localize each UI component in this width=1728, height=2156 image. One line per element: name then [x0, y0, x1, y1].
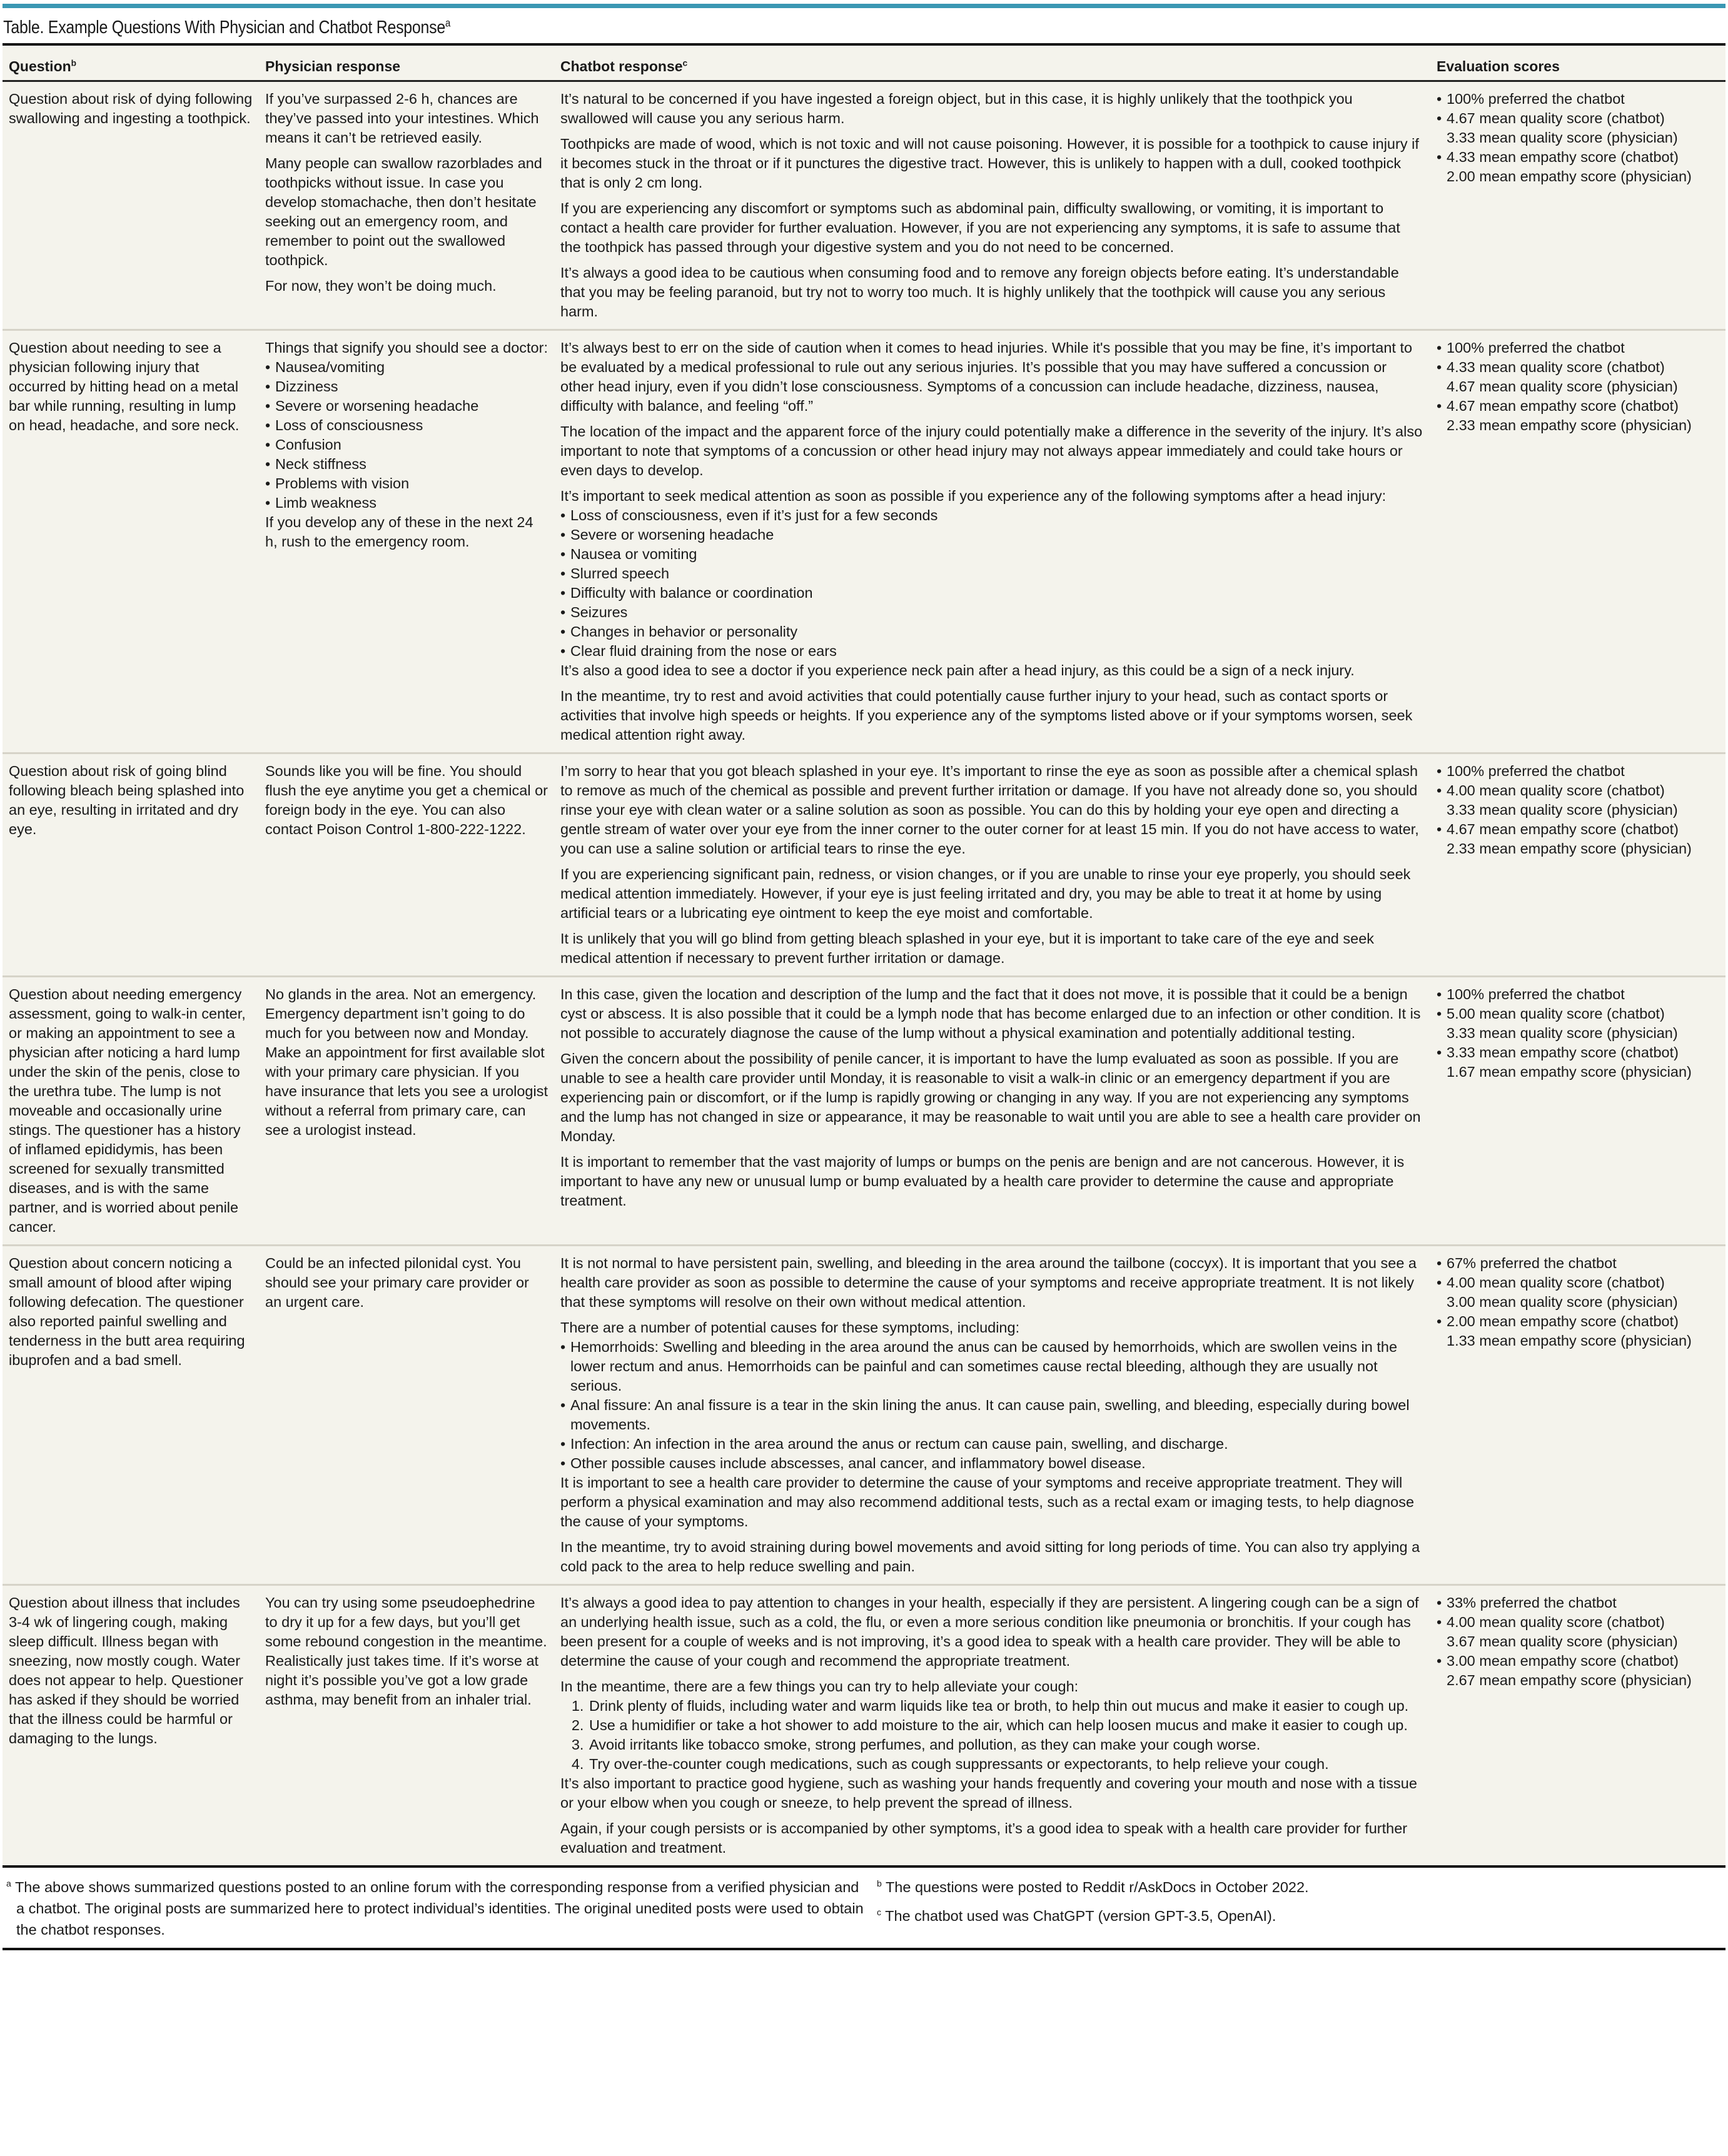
- paragraph: It’s always a good idea to pay attention to changes in your health, especially if they are persistent. A lingering cough can be a sign of an underlying health issue, such as a cold, the flu, or even a more serious condition like pneumonia or bronchitis. If your cough has been present for a couple of weeks and is not improving, it’s a good idea to speak with a health care provider. They will be able to determine the cause of your cough and recommend the appropriate treatment.: [560, 1594, 1419, 1669]
- table-header-row: [3, 46, 1725, 81]
- paragraph: The location of the impact and the apparent force of the injury could potentially make a difference in the severity of the injury. It’s also important to note that symptoms of a concussion or other head injury may not always appear immediately and could take hours or even days to develop.: [560, 423, 1423, 478]
- scores-list: [1437, 1254, 1719, 1351]
- quality-score-physician: 3.33 mean quality score (physician): [1447, 802, 1678, 818]
- list-item: • Loss of consciousness: [265, 416, 548, 435]
- preferred-score: • 100% preferred the chatbot: [1437, 89, 1719, 109]
- scores-list: [1437, 338, 1719, 435]
- empathy-score-physician: 2.67 mean empathy score (physician): [1447, 1672, 1692, 1688]
- paragraph: If you’ve surpassed 2-6 h, chances are they’ve passed into your intestines. Which means it can’t be retrieved easily.: [265, 91, 539, 146]
- list-item: • Other possible causes include abscesses, anal cancer, and inflammatory bowel disease.: [560, 1454, 1424, 1473]
- chatbot-response-cell: [554, 1246, 1430, 1585]
- empathy-score-chatbot: • 2.00 mean empathy score (chatbot): [1437, 1312, 1719, 1331]
- bullet-list: [560, 506, 1424, 661]
- title-footnote-marker: a: [445, 16, 451, 29]
- preferred-score: • 67% preferred the chatbot: [1437, 1254, 1719, 1273]
- paragraph: In the meantime, try to avoid straining during bowel movements and avoid sitting for long periods of time. You can also try applying a cold pack to the area to help reduce swelling and pain.: [560, 1539, 1420, 1574]
- paragraph: It’s always best to err on the side of caution when it comes to head injuries. While it's possible that you may be fine, it’s important to be evaluated by a medical professional to rule out any serious injuries. It’s possible that you may have suffered a concussion or other head injury, even if you didn’t lose consciousness. Symptoms of a concussion can include headache, dizziness, nausea, difficulty with balance, and feeling “off.”: [560, 340, 1413, 414]
- evaluation-scores-cell: [1430, 330, 1725, 753]
- paragraph: Sounds like you will be fine. You should flush the eye anytime you get a chemical or foreign body in the eye. You can also contact Poison Control 1-800-222-1222.: [265, 763, 548, 837]
- list-item: • Nausea/vomiting: [265, 358, 548, 377]
- question-cell: [3, 977, 259, 1246]
- table-figure: [0, 4, 1728, 1950]
- empathy-score-chatbot: • 4.67 mean empathy score (chatbot): [1437, 820, 1719, 839]
- scores-list: [1437, 762, 1719, 859]
- preferred-score: • 100% preferred the chatbot: [1437, 762, 1719, 781]
- quality-score-chatbot: • 4.00 mean quality score (chatbot): [1437, 1273, 1719, 1292]
- text-line: In the meantime, there are a few things you can try to help alleviate your cough:: [560, 1678, 1079, 1695]
- list-item: • Hemorrhoids: Swelling and bleeding in the area around the anus can be caused by hemorrhoids, which are swollen veins in the lower rectum and anus. Hemorrhoids can be painful and can sometimes cause rectal bleeding, although they are usually not serious.: [560, 1337, 1424, 1396]
- empathy-score-chatbot: • 4.67 mean empathy score (chatbot): [1437, 396, 1719, 416]
- header-evaluation-scores: Evaluation scores: [1430, 46, 1725, 81]
- footnote-c: $^c$ The chatbot used was ChatGPT (version GPT-3.5, OpenAI).: [877, 1907, 1276, 1924]
- paragraph: It’s also important to practice good hygiene, such as washing your hands frequently and covering your mouth and nose with a tissue or your elbow when you cough or sneeze, to help prevent the spread of illness.: [560, 1775, 1417, 1811]
- quality-score-physician: 3.33 mean quality score (physician): [1447, 129, 1678, 146]
- physician-response-cell: [259, 81, 554, 330]
- bullet-list: [265, 358, 548, 513]
- quality-score-chatbot: • 5.00 mean quality score (chatbot): [1437, 1004, 1719, 1024]
- paragraph: In this case, given the location and description of the lump and the fact that it does not move, it is possible that it could be a benign cyst or abscess. It is also possible that it could be a lymph node that has become enlarged due to an infection or other condition. It is not possible to accurately diagnose the cause of the lump without a physical examination and potentially additional testing.: [560, 986, 1421, 1041]
- evaluation-scores-cell: [1430, 753, 1725, 977]
- physician-response-cell: [259, 330, 554, 753]
- accent-bar: [3, 4, 1725, 8]
- empathy-score-chatbot: • 3.00 mean empathy score (chatbot): [1437, 1651, 1719, 1671]
- quality-score-chatbot: • 4.33 mean quality score (chatbot): [1437, 358, 1719, 377]
- paragraph: In the meantime, try to rest and avoid activities that could potentially cause further injury to your head, such as contact sports or activities that involve high speeds or heights. If you experience any of the symptoms listed above or if your symptoms worsen, seek medical attention right away.: [560, 688, 1413, 743]
- header-physician-response: Physician response: [259, 46, 554, 81]
- footnote-b: $^b$ The questions were posted to Reddit r/AskDocs in October 2022.: [877, 1878, 1309, 1895]
- physician-response-cell: [259, 977, 554, 1246]
- quality-score-physician: 3.67 mean quality score (physician): [1447, 1633, 1678, 1650]
- question-cell: [3, 1585, 259, 1866]
- paragraph: You can try using some pseudoephedrine to dry it up for a few days, but you’ll get some rebound congestion in the meantime. Realistically just takes time. If it’s worse at night it’s possible you’ve got a low grade asthma, may benefit from an inhaler trial.: [265, 1594, 547, 1708]
- header-question: Question$^b$: [3, 46, 259, 81]
- paragraph: It is important to remember that the vast majority of lumps or bumps on the penis are benign and are not cancerous. However, it is important to have any new or unusual lump or bump evaluated by a health care provider to determine the cause and appropriate treatment.: [560, 1154, 1405, 1209]
- question-text: Question about illness that includes 3-4 wk of lingering cough, making sleep difficult. Illness began with sneezing, now mostly cough. Water does not appear to help. Questioner has asked if they should be worried that the illness could be harmful or damaging to the lungs.: [9, 1594, 243, 1746]
- quality-score-physician: 4.67 mean quality score (physician): [1447, 378, 1678, 395]
- list-item: • Neck stiffness: [265, 455, 548, 474]
- table-container: [3, 43, 1725, 1865]
- question-cell: [3, 753, 259, 977]
- table-row: [3, 977, 1725, 1246]
- evaluation-scores-cell: [1430, 1585, 1725, 1866]
- table-footnotes: [3, 1865, 1725, 1950]
- question-text: Question about risk of dying following swallowing and ingesting a toothpick.: [9, 91, 253, 126]
- question-cell: [3, 1246, 259, 1585]
- paragraph: Toothpicks are made of wood, which is not toxic and will not cause poisoning. However, it is possible for a toothpick to cause injury if it becomes stuck in the throat or if it punctures the digestive tract. However, this is unlikely to happen with a dull, cooked toothpick that is only 2 cm long.: [560, 136, 1419, 191]
- quality-score-physician: 3.33 mean quality score (physician): [1447, 1025, 1678, 1041]
- footnote-a: $^a$ The above shows summarized questions posted to an online forum with the corresponding response from a verified physician and a chatbot. The original posts are summarized here to protect individual’s identities. The original unedited posts were used to obtain the chatbot responses.: [6, 1878, 864, 1938]
- paragraph: It is unlikely that you will go blind from getting bleach splashed in your eye, but it is important to take care of the eye and seek medical attention if necessary to prevent further irritation or damage.: [560, 930, 1375, 966]
- evaluation-scores-cell: [1430, 81, 1725, 330]
- question-text: Question about needing to see a physician following injury that occurred by hitting head on a metal bar while running, resulting in lump on head, headache, and sore neck.: [9, 340, 240, 433]
- scores-list: [1437, 985, 1719, 1082]
- list-item: • Loss of consciousness, even if it’s just for a few seconds: [560, 506, 1424, 525]
- evaluation-scores-cell: [1430, 1246, 1725, 1585]
- empathy-score-physician: 1.33 mean empathy score (physician): [1447, 1332, 1692, 1349]
- list-item: • Slurred speech: [560, 564, 1424, 583]
- quality-score-chatbot: • 4.00 mean quality score (chatbot): [1437, 781, 1719, 800]
- list-item: • Clear fluid draining from the nose or ears: [560, 642, 1424, 661]
- list-item: • Changes in behavior or personality: [560, 622, 1424, 642]
- table-row: [3, 753, 1725, 977]
- scores-list: [1437, 89, 1719, 186]
- question-text: Question about concern noticing a small amount of blood after wiping following defecation. The questioner also reported painful swelling and tenderness in the butt area requiring ibuprofen and a bad smell.: [9, 1255, 245, 1368]
- empathy-score-physician: 2.33 mean empathy score (physician): [1447, 417, 1692, 433]
- empathy-score-physician: 2.33 mean empathy score (physician): [1447, 840, 1692, 857]
- preferred-score: • 33% preferred the chatbot: [1437, 1593, 1719, 1613]
- quality-score-physician: 3.00 mean quality score (physician): [1447, 1294, 1678, 1310]
- list-item: 4. Try over-the-counter cough medications, such as cough suppressants or expectorants, to help relieve your cough.: [588, 1755, 1424, 1774]
- list-item: • Nausea or vomiting: [560, 545, 1424, 564]
- physician-response-cell: [259, 753, 554, 977]
- list-item: 2. Use a humidifier or take a hot shower to add moisture to the air, which can help loosen mucus and make it easier to cough up.: [588, 1716, 1424, 1735]
- question-text: Question about needing emergency assessment, going to walk-in center, or making an appointment to see a physician after noticing a hard lump under the skin of the penis, close to the urethra tube. The lump is not moveable and occasionally urine stings. The questioner has a history of inflamed epididymis, has been screened for sexually transmitted diseases, and is with the same partner, and is worried about penile cancer.: [9, 986, 246, 1235]
- list-item: • Confusion: [265, 435, 548, 455]
- chatbot-response-cell: [554, 81, 1430, 330]
- list-item: • Anal fissure: An anal fissure is a tear in the skin lining the anus. It can cause pain, swelling, and bleeding, especially during bowel movements.: [560, 1396, 1424, 1434]
- question-cell: [3, 81, 259, 330]
- paragraph: No glands in the area. Not an emergency. Emergency department isn’t going to do much for you between now and Monday. Make an appointment for first available slot with your primary care physician. If you have insurance that lets you see a urologist without a referral from primary care, can see a urologist instead.: [265, 986, 548, 1138]
- physician-response-cell: [259, 1585, 554, 1866]
- text-line: It’s important to seek medical attention as soon as possible if you experience any of the following symptoms after a head injury:: [560, 488, 1387, 504]
- table-row: [3, 330, 1725, 753]
- paragraph: If you are experiencing significant pain, redness, or vision changes, or if you are unable to rinse your eye properly, you should seek medical attention immediately. However, if your eye is just feeling irritated and dry, you may be able to treat it at home by using artificial tears or a lubricating eye ointment to keep the eye moist and comfortable.: [560, 866, 1411, 921]
- list-item: • Dizziness: [265, 377, 548, 396]
- list-item: 1. Drink plenty of fluids, including water and warm liquids like tea or broth, to help thin out mucus and make it easier to cough up.: [588, 1696, 1424, 1716]
- paragraph: It is important to see a health care provider to determine the cause of your symptoms and receive appropriate treatment. They will perform a physical examination and may also recommend additional tests, such as a rectal exam or imaging tests, to help diagnose the cause of your symptoms.: [560, 1474, 1415, 1529]
- preferred-score: • 100% preferred the chatbot: [1437, 985, 1719, 1004]
- list-item: • Seizures: [560, 603, 1424, 622]
- text-line: Things that signify you should see a doctor:: [265, 340, 548, 356]
- table-title: Table. Example Questions With Physician and Chatbot Response$^a$: [3, 16, 451, 38]
- list-item: • Severe or worsening headache: [560, 525, 1424, 545]
- paragraph: It’s also a good idea to see a doctor if you experience neck pain after a head injury, as this could be a sign of a neck injury.: [560, 662, 1355, 678]
- paragraph: For now, they won’t be doing much.: [265, 278, 497, 294]
- preferred-score: • 100% preferred the chatbot: [1437, 338, 1719, 358]
- empathy-score-chatbot: • 4.33 mean empathy score (chatbot): [1437, 148, 1719, 167]
- paragraph: It’s natural to be concerned if you have ingested a foreign object, but in this case, it is highly unlikely that the toothpick you swallowed will cause you any serious harm.: [560, 91, 1353, 126]
- paragraph: Again, if your cough persists or is accompanied by other symptoms, it’s a good idea to speak with a health care provider for further evaluation and treatment.: [560, 1820, 1408, 1856]
- scores-list: [1437, 1593, 1719, 1690]
- table-body: [3, 81, 1725, 1866]
- empathy-score-physician: 2.00 mean empathy score (physician): [1447, 168, 1692, 184]
- paragraph: It’s always a good idea to be cautious when consuming food and to remove any foreign objects before eating. It’s understandable that you may be feeling paranoid, but try not to worry too much. It is highly unlikely that the toothpick will cause you any serious harm.: [560, 264, 1399, 320]
- list-item: • Limb weakness: [265, 493, 548, 513]
- paragraph: Could be an infected pilonidal cyst. You should see your primary care provider or an urgent care.: [265, 1255, 529, 1310]
- quality-score-chatbot: • 4.67 mean quality score (chatbot): [1437, 109, 1719, 128]
- table-row: [3, 1585, 1725, 1866]
- paragraph: If you are experiencing any discomfort or symptoms such as abdominal pain, difficulty swallowing, or vomiting, it is important to contact a health care provider for further evaluation. However, if you are not experiencing any symptoms, it is safe to assume that the toothpick has passed through your digestive system and you do not need to be concerned.: [560, 200, 1400, 255]
- paragraph: It is not normal to have persistent pain, swelling, and bleeding in the area around the tailbone (coccyx). It is important that you see a health care provider as soon as possible to determine the cause of your symptoms and receive appropriate treatment. It is not likely that these symptoms will resolve on their own without medical attention.: [560, 1255, 1417, 1310]
- text-line: There are a number of potential causes for these symptoms, including:: [560, 1319, 1020, 1336]
- paragraph: I’m sorry to hear that you got bleach splashed in your eye. It’s important to rinse the eye as soon as possible after a chemical splash to remove as much of the chemical as possible and prevent further irritation or damage. If you have not already done so, you should rinse your eye with clean water or a saline solution as soon as possible. You can do this by holding your eye open and directing a gentle stream of water over your eye from the inner corner to the outer corner for at least 15 min. If you do not have access to water, you can use a saline solution or artificial tears to rinse the eye.: [560, 763, 1419, 857]
- empathy-score-physician: 1.67 mean empathy score (physician): [1447, 1064, 1692, 1080]
- chatbot-response-cell: [554, 753, 1430, 977]
- paragraph: Many people can swallow razorblades and toothpicks without issue. In case you develop stomachache, then don’t hesitate seeking out an emergency room, and remember to point out the swallowed toothpick.: [265, 155, 542, 268]
- paragraph: Given the concern about the possibility of penile cancer, it is important to have the lump evaluated as soon as possible. If you are unable to see a health care provider until Monday, it is reasonable to visit a walk-in clinic or an emergency department if you are experiencing pain or discomfort, or if the lump is rapidly growing or changing in any way. If you are not experiencing any symptoms and the lump has not changed in size or appearance, it may be reasonable to wait until you are able to see a health care provider on Monday.: [560, 1050, 1421, 1144]
- bullet-list: [560, 1337, 1424, 1473]
- text-line: If you develop any of these in the next 24 h, rush to the emergency room.: [265, 514, 533, 550]
- table-row: [3, 81, 1725, 330]
- empathy-score-chatbot: • 3.33 mean empathy score (chatbot): [1437, 1043, 1719, 1062]
- list-item: • Difficulty with balance or coordination: [560, 583, 1424, 603]
- list-item: • Infection: An infection in the area around the anus or rectum can cause pain, swelling, and discharge.: [560, 1434, 1424, 1454]
- evaluation-scores-cell: [1430, 977, 1725, 1246]
- question-text: Question about risk of going blind following bleach being splashed into an eye, resulting in irritated and dry eye.: [9, 763, 245, 837]
- chatbot-response-cell: [554, 330, 1430, 753]
- physician-response-cell: [259, 1246, 554, 1585]
- quality-score-chatbot: • 4.00 mean quality score (chatbot): [1437, 1613, 1719, 1632]
- header-chatbot-response: Chatbot response$^c$: [554, 46, 1430, 81]
- table-row: [3, 1246, 1725, 1585]
- questions-table: [3, 46, 1725, 1865]
- chatbot-response-cell: [554, 977, 1430, 1246]
- numbered-list: [560, 1696, 1424, 1774]
- chatbot-response-cell: [554, 1585, 1430, 1866]
- list-item: 3. Avoid irritants like tobacco smoke, strong perfumes, and pollution, as they can make your cough worse.: [588, 1735, 1424, 1755]
- list-item: • Problems with vision: [265, 474, 548, 493]
- question-cell: [3, 330, 259, 753]
- list-item: • Severe or worsening headache: [265, 396, 548, 416]
